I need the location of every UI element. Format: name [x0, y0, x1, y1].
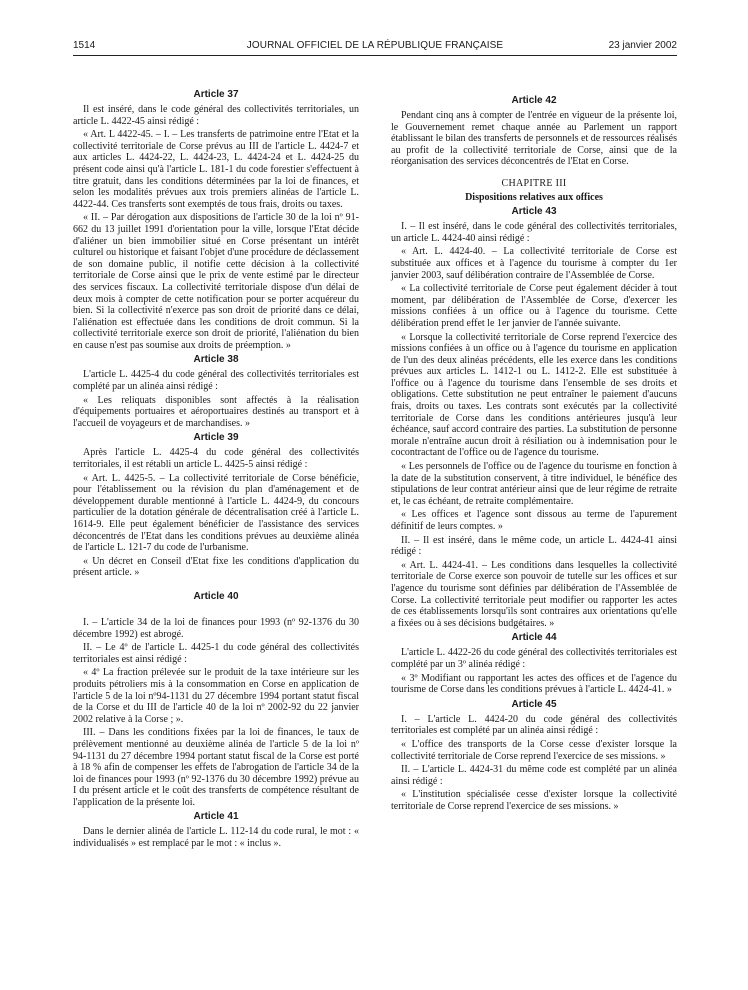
- paragraph: Il est inséré, dans le code général des collectivités territoriales, un article L. 4422-45 ainsi rédigé :: [73, 104, 359, 127]
- paragraph: « Art. L 4422-45. – I. – Les transferts de patrimoine entre l'Etat et la collectivité territoriale de Corse prévus au III de l'article L. 4424-7 et aux articles L. 4424-22, L. 4424-23, L. 4424-24 et L. 4424-25 du présent code ainsi qu'à l'article L. 181-1 du code forestier s'effectuent à titre gratuit, dans les conditions déterminées par la loi de finances, et selon les modalités prévues aux trois premiers alinéas de l'article L. 4422-44. Ces transferts sont exemptés de tous frais, droits ou taxes.: [73, 129, 359, 210]
- paragraph: I. – Il est inséré, dans le code général des collectivités territoriales, un article L. 4424-40 ainsi rédigé :: [391, 221, 677, 244]
- page-header: [73, 40, 677, 56]
- journal-title: JOURNAL OFFICIEL DE LA RÉPUBLIQUE FRANÇAISE: [246, 40, 504, 51]
- right-column: [391, 92, 677, 814]
- article-37-title: Article 37: [193, 89, 239, 100]
- article-42-title: Article 42: [511, 95, 557, 106]
- issue-date: 23 janvier 2002: [608, 40, 677, 51]
- paragraph: « II. – Par dérogation aux dispositions de l'article 30 de la loi nº 91-662 du 13 juillet 1991 d'orientation pour la ville, lorsque l'Etat décide d'aliéner un bien immobilier situé en Corse présentant un intérêt culturel ou historique et faisant l'objet d'une procédure de déclassement de son domaine public, il notifie cette décision à la collectivité territoriale de Corse ainsi que le prix de vente estimé par le directeur des services fiscaux. La collectivité territoriale dispose d'un délai de deux mois à compter de cette notification pour se porter acquéreur du bien. Si la collectivité n'exerce pas son droit de priorité dans ce délai, l'aliénation est effectuée dans les conditions de droit commun. Si la collectivité territoriale exerce son droit de priorité, l'aliénation du bien en cause n'est pas soumise aux droits de préemption. »: [73, 212, 359, 351]
- paragraph: « Les personnels de l'office ou de l'agence du tourisme en fonction à la date de la substitution conservent, à titre individuel, le bénéfice des stipulations de leur contrat antérieur ainsi que de leur régime de retraite et, le cas échéant, de retraite complémentaire.: [391, 461, 677, 507]
- paragraph: Pendant cinq ans à compter de l'entrée en vigueur de la présente loi, le Gouvernement remet chaque année au Parlement un rapport établissant le bilan des transferts de personnels et de ressources réalisés au profit de la collectivité territoriale de Corse, ainsi que de la réorganisation des services déconcentrés de l'Etat en Corse.: [391, 110, 677, 168]
- paragraph: Après l'article L. 4425-4 du code général des collectivités territoriales, il est rétabli un article L. 4425-5 ainsi rédigé :: [73, 447, 359, 471]
- paragraph: I. – L'article L. 4424-20 du code général des collectivités territoriales est complété par un alinéa ainsi rédigé :: [391, 713, 677, 737]
- paragraph: « Lorsque la collectivité territoriale de Corse reprend l'exercice des missions confiées à un office ou à l'agence du tourisme en application de l'un des deux alinéas précédents, elle les exerce dans les conditions prévues aux articles L. 1412-1 ou L. 1412-2. Elle est substituée à l'office ou à l'agence du tourisme dans l'ensemble de ses droits et obligations. Cette substitution ne peut entraîner le paiement d'aucuns frais, droits ou taxes. Les contrats sont exécutés par la collectivité territoriale de Corse dans les conditions antérieures jusqu'à leur échéance, sauf accord contraire des parties. La substitution de personne morale n'entraîne aucun droit à résiliation ou à indemnisation pour le cocontractant de l'office ou de l'agence du tourisme.: [391, 331, 677, 459]
- paragraph: « La collectivité territoriale de Corse peut également décider à tout moment, par délibération de l'Assemblée de Corse, d'exercer les missions confiées à un office ou à l'agence du tourisme. Cette délibération prend effet le 1er janvier de l'année suivante.: [391, 283, 677, 329]
- article-40-title: Article 40: [193, 590, 239, 602]
- paragraph: « L'institution spécialisée cesse d'exister lorsque la collectivité territoriale de Corse reprend l'exercice de ses missions. »: [391, 789, 677, 812]
- paragraph: II. – Il est inséré, dans le même code, un article L. 4424-41 ainsi rédigé :: [391, 534, 677, 558]
- paragraph: « Art. L. 4424-41. – Les conditions dans lesquelles la collectivité territoriale de Corse exerce son pouvoir de tutelle sur les offices et sur l'agence du tourisme sont définies par délibération de l'Assemblée de Corse. La collectivité territoriale peut modifier ou rapporter les actes de ces établissements lorsqu'ils sont contraires aux orientations qu'elle a fixées ou à ses décisions budgétaires. »: [391, 559, 677, 629]
- paragraph: « L'office des transports de la Corse cesse d'exister lorsque la collectivité territoriale de Corse reprend l'exercice de ses missions. »: [391, 738, 677, 762]
- chapter-heading: CHAPITRE III: [501, 177, 567, 189]
- paragraph: L'article L. 4422-26 du code général des collectivités territoriales est complété par un 3º alinéa rédigé :: [391, 647, 677, 670]
- paragraph: « 3º Modifiant ou rapportant les actes des offices et de l'agence du tourisme de Corse dans les conditions prévues à l'article L. 4424-41. »: [391, 672, 677, 696]
- article-43-title: Article 43: [511, 206, 557, 218]
- paragraph: « Un décret en Conseil d'Etat fixe les conditions d'application du présent article. »: [73, 555, 359, 579]
- left-column: [73, 86, 359, 852]
- paragraph: Dans le dernier alinéa de l'article L. 112-14 du code rural, le mot : « individualisés » est remplacé par le mot : « inclus ».: [73, 826, 359, 850]
- paragraph: « Les offices et l'agence sont dissous au terme de l'apurement définitif de leurs comptes. »: [391, 509, 677, 532]
- paragraph: « Les reliquats disponibles sont affectés à la réalisation d'équipements portuaires et aéroportuaires destinés au transport et à l'accueil de voyageurs et de marchandises. »: [73, 394, 359, 429]
- paragraph: II. – Le 4º de l'article L. 4425-1 du code général des collectivités territoriales est ainsi rédigé :: [73, 642, 359, 665]
- article-44-title: Article 44: [511, 632, 557, 644]
- article-38-title: Article 38: [193, 354, 239, 366]
- paragraph: III. – Dans les conditions fixées par la loi de finances, le taux de prélèvement mentionné au deuxième alinéa de l'article 5 de la loi nº 94-1131 du 27 décembre 1994 portant statut fiscal de la Corse est porté à 18 % afin de compenser les effets de l'abrogation de l'article 34 de la loi de finances pour 1993 (nº 92-1376 du 30 décembre 1992) prévue au I du présent article et le coût des transferts de compétence résultant de l'application de la présente loi.: [73, 727, 359, 808]
- paragraph: I. – L'article 34 de la loi de finances pour 1993 (nº 92-1376 du 30 décembre 1992) est abrogé.: [73, 616, 359, 640]
- paragraph: « Art. L. 4425-5. – La collectivité territoriale de Corse bénéficie, pour l'établissement ou la révision du plan d'aménagement et de développement durable mentionné à l'article L. 4424-9, du concours particulier de la dotation générale de décentralisation créé à l'article L. 1614-9. Elle peut également bénéficier de l'assistance des services déconcentrés de l'Etat dans les conditions prévues au deuxième alinéa de l'article L. 121-7 du code de l'urbanisme.: [73, 472, 359, 554]
- paragraph: « Art. L. 4424-40. – La collectivité territoriale de Corse est substituée aux offices et à l'agence du tourisme à compter du 1er janvier 2003, sauf délibération contraire de l'Assemblée de Corse.: [391, 246, 677, 281]
- header-rule: [73, 55, 677, 56]
- page-number: 1514: [73, 40, 96, 51]
- paragraph: II. – L'article L. 4424-31 du même code est complété par un alinéa ainsi rédigé :: [391, 764, 677, 787]
- article-41-title: Article 41: [193, 811, 239, 823]
- section-heading: Dispositions relatives aux offices: [465, 191, 603, 203]
- article-39-title: Article 39: [193, 432, 239, 444]
- paragraph: L'article L. 4425-4 du code général des collectivités territoriales est complété par un alinéa ainsi rédigé :: [73, 369, 359, 393]
- article-45-title: Article 45: [511, 698, 557, 710]
- paragraph: « 4º La fraction prélevée sur le produit de la taxe intérieure sur les produits pétroliers mis à la consommation en Corse en application de l'article 5 de la loi nº94-1131 du 27 décembre 1994 portant statut fiscal de la Corse et du III de l'article 40 de la loi nº 2002-92 du 22 janvier 2002 relative à la Corse ; ».: [73, 667, 359, 725]
